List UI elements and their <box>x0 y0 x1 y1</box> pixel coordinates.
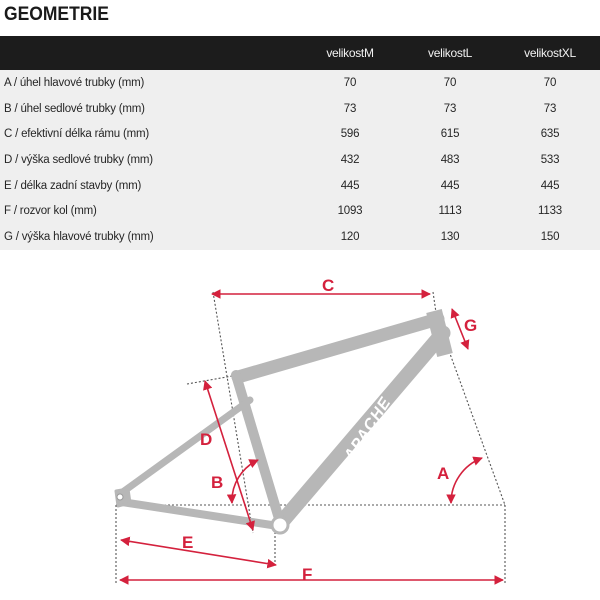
cell-value: 70 <box>343 76 357 89</box>
head-axis-line <box>445 340 505 505</box>
chain-stay <box>122 502 278 526</box>
label-f: F <box>302 565 313 584</box>
cell-value: 483 <box>440 153 460 166</box>
bottom-bracket <box>272 517 288 533</box>
page-title: GEOMETRIE <box>4 4 109 25</box>
cell-value: 130 <box>440 230 460 243</box>
head-tube <box>434 311 445 355</box>
row-label: C / efektivní délka rámu (mm) <box>4 128 150 141</box>
cell-value: 73 <box>343 102 357 115</box>
row-label: B / úhel sedlové trubky (mm) <box>4 102 145 115</box>
cell-value: 635 <box>540 128 560 141</box>
cell-value: 533 <box>540 153 560 166</box>
cell-value: 73 <box>543 102 557 115</box>
cell-value: 445 <box>540 179 560 192</box>
label-a: A <box>437 464 450 483</box>
cell-value: 1093 <box>337 205 363 218</box>
table-row <box>0 224 600 250</box>
cell-value: 432 <box>340 153 360 166</box>
geometry-table <box>0 36 600 250</box>
d-top-line <box>187 375 238 384</box>
dim-e-arrow <box>121 540 276 565</box>
cell-value: 70 <box>543 76 557 89</box>
cell-value: 70 <box>443 76 457 89</box>
cell-value: 1133 <box>538 205 562 218</box>
angle-a-arc <box>451 458 482 503</box>
table-header-row <box>0 36 600 70</box>
table-row <box>0 121 600 147</box>
row-label: F / rozvor kol (mm) <box>4 205 97 218</box>
row-label: A / úhel hlavové trubky (mm) <box>4 76 145 89</box>
table-row <box>0 198 600 224</box>
label-c: C <box>322 276 335 295</box>
header-size-m: velikostM <box>326 46 374 60</box>
cell-value: 150 <box>540 230 560 243</box>
cell-value: 615 <box>440 128 460 141</box>
header-size-l: velikostL <box>428 46 472 60</box>
table-row <box>0 70 600 96</box>
cell-value: 445 <box>440 179 460 192</box>
header-blank <box>0 36 300 70</box>
cell-value: 445 <box>340 179 360 192</box>
table-row <box>0 147 600 173</box>
cell-value: 1113 <box>438 205 462 218</box>
header-size-xl: velikostXL <box>524 46 576 60</box>
seat-stay <box>120 400 250 494</box>
label-d: D <box>200 430 213 449</box>
rear-axle <box>117 494 123 500</box>
cell-value: 120 <box>340 230 360 243</box>
cell-value: 596 <box>340 128 360 141</box>
row-label: D / výška sedlové trubky (mm) <box>4 153 153 166</box>
row-label: G / výška hlavové trubky (mm) <box>4 230 154 243</box>
table-row <box>0 96 600 122</box>
label-e: E <box>182 533 194 552</box>
cell-value: 73 <box>443 102 457 115</box>
table-row <box>0 173 600 199</box>
row-label: E / délka zadní stavby (mm) <box>4 179 142 192</box>
frame-geometry-diagram <box>0 260 600 600</box>
label-b: B <box>211 473 224 492</box>
label-g: G <box>464 316 478 335</box>
bike-frame <box>116 311 445 526</box>
brand-logo: APACHE <box>341 394 395 465</box>
